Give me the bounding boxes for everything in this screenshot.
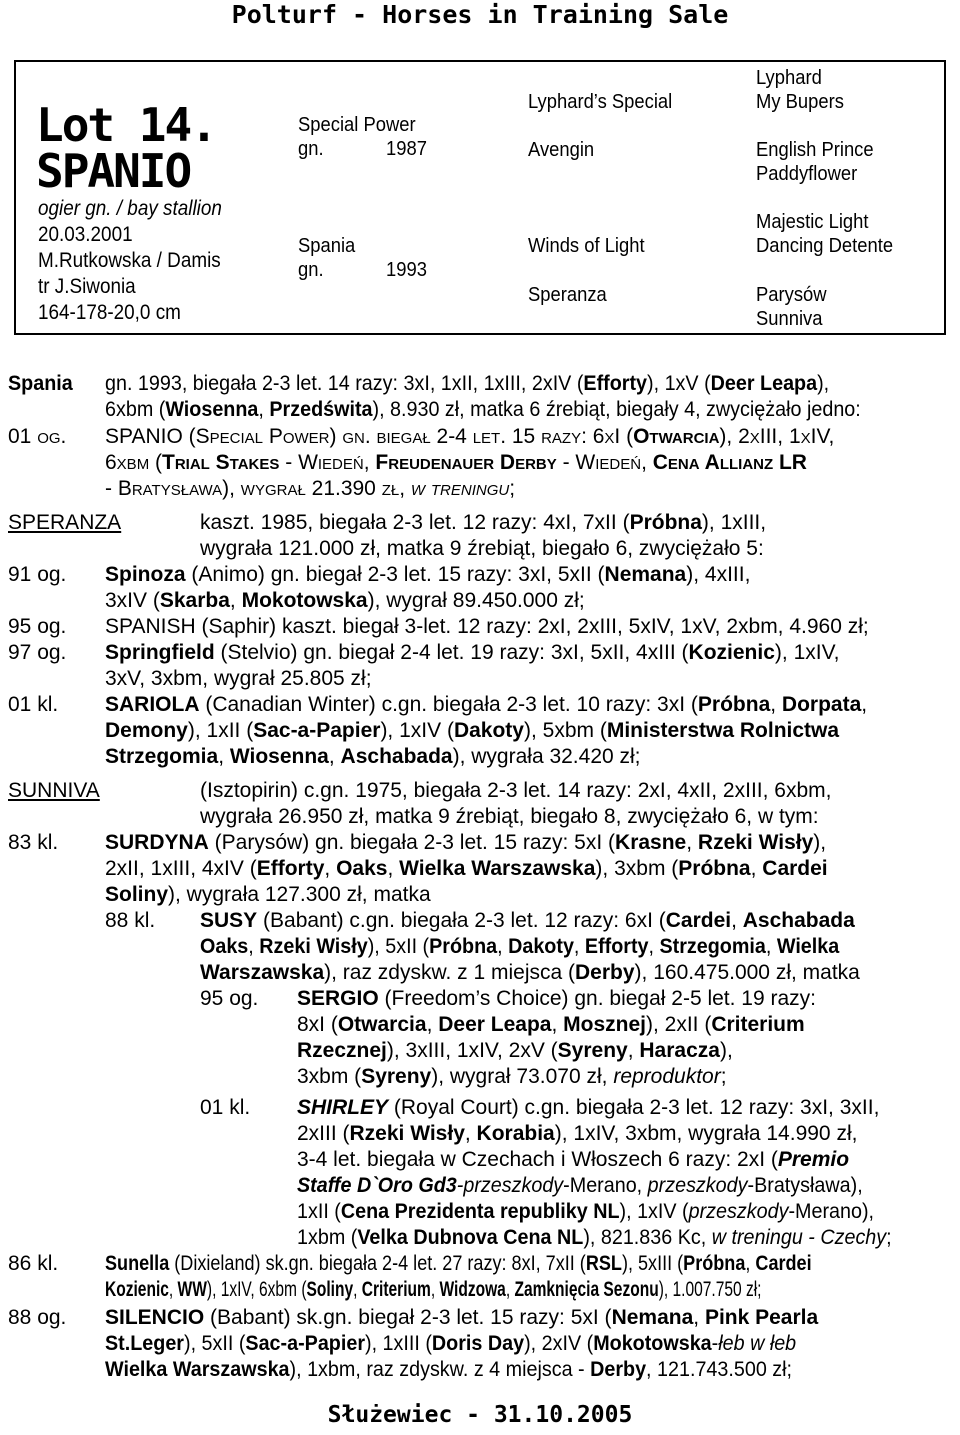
text-line: Sunella (Dixieland) sk.gn. biegała 2-4 let. 27 razy: 8xI, 7xII (RSL), 5xIII (Próbna, Cardei	[105, 1252, 812, 1275]
sire-name: Special Power	[298, 114, 416, 136]
grandsire-2: Winds of Light	[528, 235, 645, 257]
ggs-8: Sunniva	[756, 308, 823, 330]
foal-year: 83 kl.	[8, 831, 59, 854]
text-line: Kozienic, WW), 1xIV, 6xbm (Soliny, Criterium, Widzowa, Zamknięcia Sezonu), 1.007.750 zł;	[105, 1278, 762, 1301]
text-line: St.Leger), 5xII (Sac-a-Papier), 1xIII (Doris Day), 2xIV (Mokotowska-łeb w łeb	[105, 1332, 797, 1355]
foal-year: 95 og.	[200, 987, 259, 1010]
text-line: SURDYNA (Parysów) gn. biegała 2-3 let. 15 razy: 5xI (Krasne, Rzeki Wisły),	[105, 831, 827, 854]
granddam-2: Speranza	[528, 284, 607, 306]
foal-year: 01 kl.	[8, 693, 59, 716]
foal-year: 01 og.	[8, 425, 67, 448]
granddam-1: Avengin	[528, 139, 595, 161]
horse-dob: 20.03.2001	[38, 223, 133, 246]
text-line: SPANIO (Special Power) gn. biegał 2-4 let. 15 razy: 6xI (Otwarcia), 2xIII, 1xIV,	[105, 425, 835, 448]
text-line: 3xV, 3xbm, wygrał 25.805 zł;	[105, 667, 372, 690]
ggs-6: Dancing Detente	[756, 235, 894, 257]
text-line: 3-4 let. biegała w Czechach i Włoszech 6 razy: 2xI (Premio	[297, 1148, 850, 1171]
sire-color: gn.	[298, 138, 324, 160]
text-line: 1xII (Cena Prezidenta republiky NL), 1xIV (przeszkody-Merano),	[297, 1200, 875, 1223]
ggs-4: Paddyflower	[756, 163, 858, 185]
lot-title	[36, 98, 216, 198]
text-line: 1xbm (Velka Dubnova Cena NL), 821.836 Kc, w treningu - Czechy;	[297, 1226, 892, 1249]
grandsire-1: Lyphard’s Special	[528, 91, 673, 113]
foal-year: 97 og.	[8, 641, 67, 664]
horse-trainer: tr J.Siwonia	[38, 275, 136, 298]
text-line: Spinoza (Animo) gn. biegał 2-3 let. 15 razy: 3xI, 5xII (Nemana), 4xIII,	[105, 563, 751, 586]
ggs-1: Lyphard	[756, 67, 822, 89]
horse-name: SPANIO	[36, 144, 191, 198]
text-line: Soliny), wygrała 127.300 zł, matka	[105, 883, 431, 906]
text-line: SUSY (Babant) c.gn. biegała 2-3 let. 12 razy: 6xI (Cardei, Aschabada	[200, 909, 855, 932]
ggs-2: My Bupers	[756, 91, 844, 113]
ggs-5: Majestic Light	[756, 211, 869, 233]
ggs-3: English Prince	[756, 139, 874, 161]
text-line: 2xII, 1xIII, 4xIV (Efforty, Oaks, Wielka Warszawska), 3xbm (Próbna, Cardei	[105, 857, 828, 880]
text-line: 6xbm (Trial Stakes - Wiedeń, Freudenauer Derby - Wiedeń, Cena Allianz LR	[105, 451, 807, 474]
text-line: Wielka Warszawska), 1xbm, raz zdyskw. z 4 miejsca - Derby, 121.743.500 zł;	[105, 1358, 793, 1381]
ggs-7: Parysów	[756, 284, 827, 306]
dam-color: gn.	[298, 259, 324, 281]
text-line: 2xIII (Rzeki Wisły, Korabia), 1xIV, 3xbm, wygrała 14.990 zł,	[297, 1122, 858, 1145]
foal-year: 88 kl.	[105, 909, 156, 932]
foal-year: 88 og.	[8, 1306, 67, 1329]
foal-year: 91 og.	[8, 563, 67, 586]
lot-number: Lot 14.	[36, 98, 216, 152]
text-line: 6xbm (Wiosenna, Przedświta), 8.930 zł, matka 6 źrebiąt, biegały 4, zwyciężało jedno:	[105, 398, 861, 421]
text-line: Demony), 1xII (Sac-a-Papier), 1xIV (Dakoty), 5xbm (Ministerstwa Rolnictwa	[105, 719, 840, 742]
text-line: 8xI (Otwarcia, Deer Leapa, Mosznej), 2xII (Criterium	[297, 1013, 805, 1036]
text-line: Springfield (Stelvio) gn. biegał 2-4 let. 19 razy: 3xI, 5xII, 4xIII (Kozienic), 1xIV,	[105, 641, 840, 664]
foal-year: 86 kl.	[8, 1252, 59, 1275]
text-line: 3xIV (Skarba, Mokotowska), wygrał 89.450.000 zł;	[105, 589, 585, 612]
text-line: kaszt. 1985, biegała 2-3 let. 12 razy: 4xI, 7xII (Próbna), 1xIII,	[200, 511, 767, 534]
page-footer: Służewiec - 31.10.2005	[327, 1402, 633, 1428]
text-line: 3xbm (Syreny), wygrał 73.070 zł, reproduktor;	[297, 1065, 727, 1088]
pedigree-box	[14, 60, 946, 335]
text-line: SARIOLA (Canadian Winter) c.gn. biegała 2-3 let. 10 razy: 3xI (Próbna, Dorpata,	[105, 693, 868, 716]
horse-info	[38, 196, 222, 326]
text-line: wygrała 121.000 zł, matka 9 źrebiąt, biegało 6, zwyciężało 5:	[200, 537, 764, 560]
dam-name: Spania	[298, 235, 356, 257]
dam-year: 1993	[386, 259, 427, 281]
text-line: Rzecznej), 3xIII, 1xIV, 2xV (Syreny, Haracza),	[297, 1039, 733, 1062]
page-header: Polturf - Horses in Training Sale	[231, 0, 729, 29]
dam-heading: Spania	[8, 372, 73, 395]
text-line: Oaks, Rzeki Wisły), 5xII (Próbna, Dakoty, Efforty, Strzegomia, Wielka	[200, 935, 840, 958]
text-line: SERGIO (Freedom’s Choice) gn. biegał 2-5 let. 19 razy:	[297, 987, 817, 1010]
great-granddam-heading: SUNNIVA	[8, 779, 100, 802]
horse-breeder: M.Rutkowska / Damis	[38, 249, 221, 272]
text-line: gn. 1993, biegała 2-3 let. 14 razy: 3xI, 1xII, 1xIII, 2xIV (Efforty), 1xV (Deer Leapa),	[105, 372, 830, 395]
text-line: Warszawska), raz zdyskw. z 1 miejsca (Derby), 160.475.000 zł, matka	[200, 961, 860, 984]
text-line: (Isztopirin) c.gn. 1975, biegała 2-3 let. 14 razy: 2xI, 4xII, 2xIII, 6xbm,	[200, 779, 832, 802]
sire-year: 1987	[386, 138, 427, 160]
text-line: - Bratysława), wygrał 21.390 zł, w treningu;	[105, 477, 516, 500]
text-line: SILENCIO (Babant) sk.gn. biegał 2-3 let. 15 razy: 5xI (Nemana, Pink Pearla	[105, 1306, 819, 1329]
foal-year: 01 kl.	[200, 1096, 251, 1119]
text-line: SHIRLEY (Royal Court) c.gn. biegała 2-3 let. 12 razy: 3xI, 3xII,	[297, 1096, 880, 1119]
horse-measurements: 164-178-20,0 cm	[38, 301, 181, 324]
text-line: SPANISH (Saphir) kaszt. biegał 3-let. 12 razy: 2xI, 2xIII, 5xIV, 1xV, 2xbm, 4.960 zł;	[105, 615, 869, 638]
foal-year: 95 og.	[8, 615, 67, 638]
granddam-heading: SPERANZA	[8, 511, 122, 534]
text-line: wygrała 26.950 zł, matka 9 źrebiąt, biegało 8, zwyciężało 6, w tym:	[200, 805, 819, 828]
text-line: Strzegomia, Wiosenna, Aschabada), wygrała 32.420 zł;	[105, 745, 641, 768]
text-line: Staffe D`Oro Gd3-przeszkody-Merano, przeszkody-Bratysława),	[297, 1174, 863, 1197]
horse-sex: ogier gn. / bay stallion	[38, 197, 222, 220]
